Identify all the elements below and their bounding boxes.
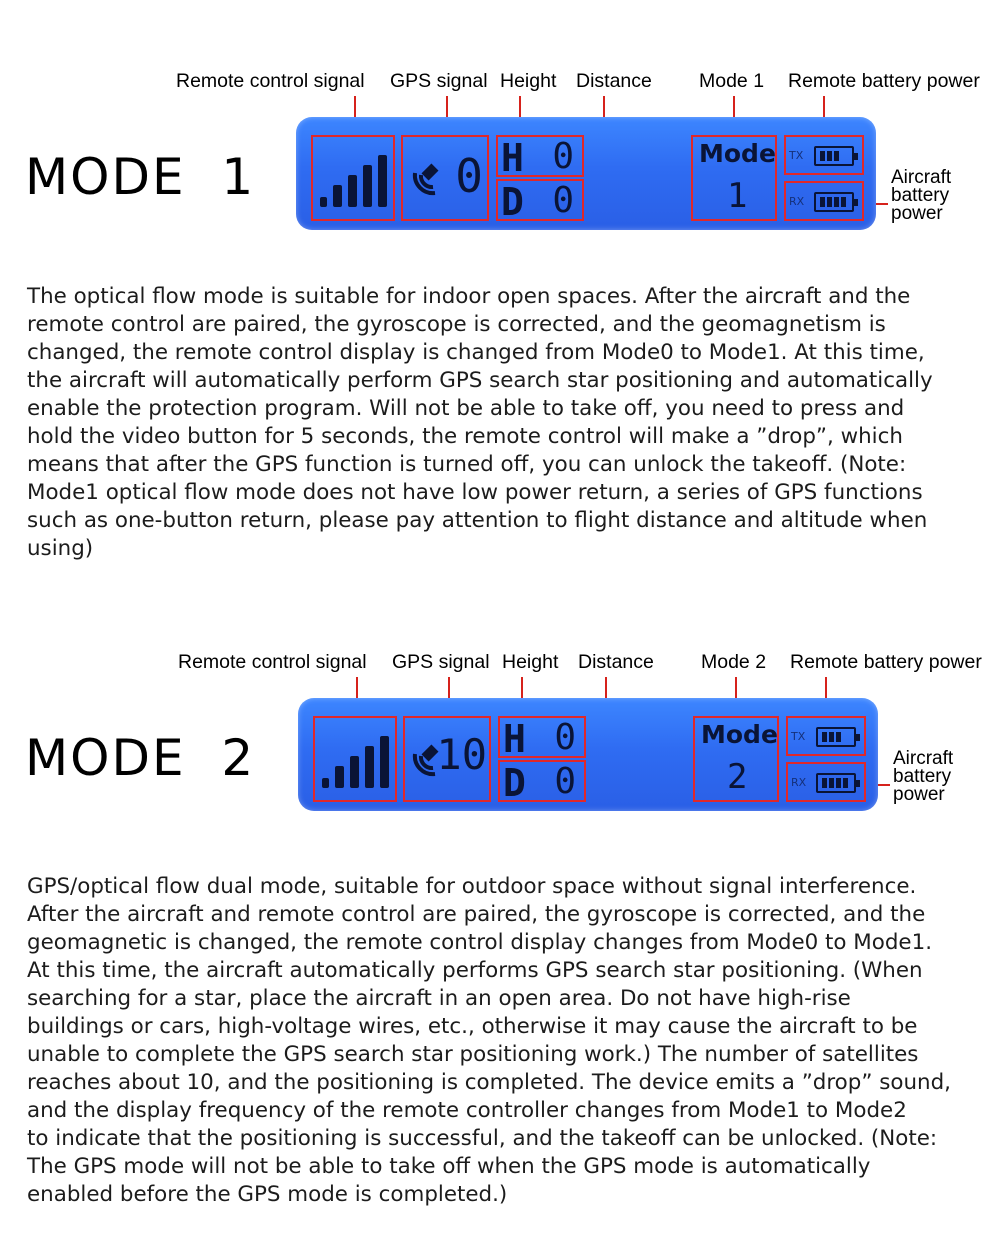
label-aircraft-battery-power: Aircraft battery power <box>893 748 954 805</box>
battery-cell <box>822 778 827 788</box>
distance-letter: D <box>501 180 524 224</box>
rx-label: RX <box>789 195 805 208</box>
height-value: 0 <box>552 136 574 177</box>
rx-battery-icon <box>814 192 854 212</box>
aircraft-battery-box <box>784 181 864 221</box>
mode-2-section <box>0 581 1000 1252</box>
battery-cell <box>841 197 846 207</box>
remote-battery-box <box>784 135 864 175</box>
distance-value: 0 <box>552 180 574 221</box>
signal-bar <box>322 778 329 788</box>
rx-battery-icon <box>816 773 856 793</box>
label-height: Height <box>502 651 559 673</box>
lcd-panel <box>296 117 876 230</box>
battery-cell <box>820 151 825 161</box>
battery-cell <box>829 778 834 788</box>
mode-title: MODE 2 <box>25 729 256 787</box>
gps-signal-box <box>403 716 491 802</box>
distance-box <box>496 179 584 224</box>
height-box <box>498 716 586 761</box>
remote-battery-box <box>786 716 866 756</box>
height-box <box>496 135 584 180</box>
battery-cell <box>834 197 839 207</box>
height-letter: H <box>503 717 526 761</box>
tx-battery-icon <box>816 727 856 747</box>
battery-cell <box>836 778 841 788</box>
label-gps-signal: GPS signal <box>392 651 490 673</box>
signal-bar <box>348 175 357 207</box>
label-mode: Mode 1 <box>699 70 765 92</box>
signal-bar <box>320 197 327 207</box>
mode-description: The optical flow mode is suitable for indoor open spaces. After the aircraft and the remote control are paired, the gyroscope is corrected, and the geomagnetism is changed, the remote control display is changed from Mode0 to Mode1. At this time, the aircraft will automatically perform GPS search star positioning and automatically enable the protection program. Will not be able to take off, you need to press and hold the video button for 5 seconds, the remote control will make a ”drop”, which means that after the GPS function is turned off, you can unlock the takeoff. (Note: Mode1 optical flow mode does not have low power return, a series of GPS functions such as one-button return, please pay attention to flight distance and altitude when using) <box>27 284 933 561</box>
mode-description: GPS/optical flow dual mode, suitable for outdoor space without signal interference. After the aircraft and remote control are paired, the gyroscope is corrected, and the geomagnetic is changed, the remote control display changes from Mode0 to Mode1. At this time, the aircraft automatically performs GPS search star positioning. (When searching for a star, place the aircraft in an open area. Do not have high-rise buildings or cars, high-voltage wires, etc., otherwise it may cause the aircraft to be unable to complete the GPS search star positioning work.) The number of satellites reaches about 10, and the positioning is completed. The device emits a ”drop” sound, and the display frequency of the remote controller changes from Mode1 to Mode2 to indicate that the positioning is successful, and the takeoff can be unlocked. (Note: The GPS mode will not be able to take off when the GPS mode is automatically enabled before the GPS mode is completed.) <box>27 874 951 1207</box>
height-value: 0 <box>554 717 576 758</box>
lcd-panel <box>298 698 878 811</box>
battery-cell <box>836 732 841 742</box>
signal-bar <box>378 155 387 207</box>
gps-signal-box <box>401 135 489 221</box>
remote-signal-box <box>311 135 395 221</box>
label-height: Height <box>500 70 557 92</box>
signal-bar <box>363 165 372 207</box>
signal-bar <box>350 756 359 788</box>
distance-letter: D <box>503 761 526 805</box>
mode-1-section <box>0 0 1000 600</box>
label-remote-battery-power: Remote battery power <box>788 70 980 92</box>
battery-cell <box>834 151 839 161</box>
mode-box <box>691 135 777 221</box>
distance-box <box>498 760 586 805</box>
battery-cell <box>827 151 832 161</box>
rx-label: RX <box>791 776 807 789</box>
label-distance: Distance <box>578 651 654 673</box>
battery-cell <box>843 778 848 788</box>
signal-bar <box>365 746 374 788</box>
gps-count: 10 <box>436 730 487 779</box>
mode-word: Mode <box>699 139 776 168</box>
battery-cell <box>822 732 827 742</box>
label-gps-signal: GPS signal <box>390 70 488 92</box>
signal-bar <box>333 185 342 207</box>
mode-number: 2 <box>727 757 748 797</box>
label-mode: Mode 2 <box>701 651 767 673</box>
tx-label: TX <box>791 730 806 743</box>
mode-box <box>693 716 779 802</box>
remote-signal-box <box>313 716 397 802</box>
label-distance: Distance <box>576 70 652 92</box>
label-remote-control-signal: Remote control signal <box>176 70 365 92</box>
distance-value: 0 <box>554 761 576 802</box>
signal-bar <box>335 766 344 788</box>
battery-cell <box>820 197 825 207</box>
satellite-icon <box>409 159 449 199</box>
mode-number: 1 <box>727 176 748 216</box>
gps-count: 0 <box>455 149 483 203</box>
signal-bar <box>380 736 389 788</box>
label-remote-battery-power: Remote battery power <box>790 651 982 673</box>
battery-cell <box>827 197 832 207</box>
tx-label: TX <box>789 149 804 162</box>
height-letter: H <box>501 136 524 180</box>
label-remote-control-signal: Remote control signal <box>178 651 367 673</box>
aircraft-battery-box <box>786 762 866 802</box>
mode-title: MODE 1 <box>25 148 256 206</box>
tx-battery-icon <box>814 146 854 166</box>
battery-cell <box>829 732 834 742</box>
label-aircraft-battery-power: Aircraft battery power <box>891 167 952 224</box>
mode-word: Mode <box>701 720 778 749</box>
